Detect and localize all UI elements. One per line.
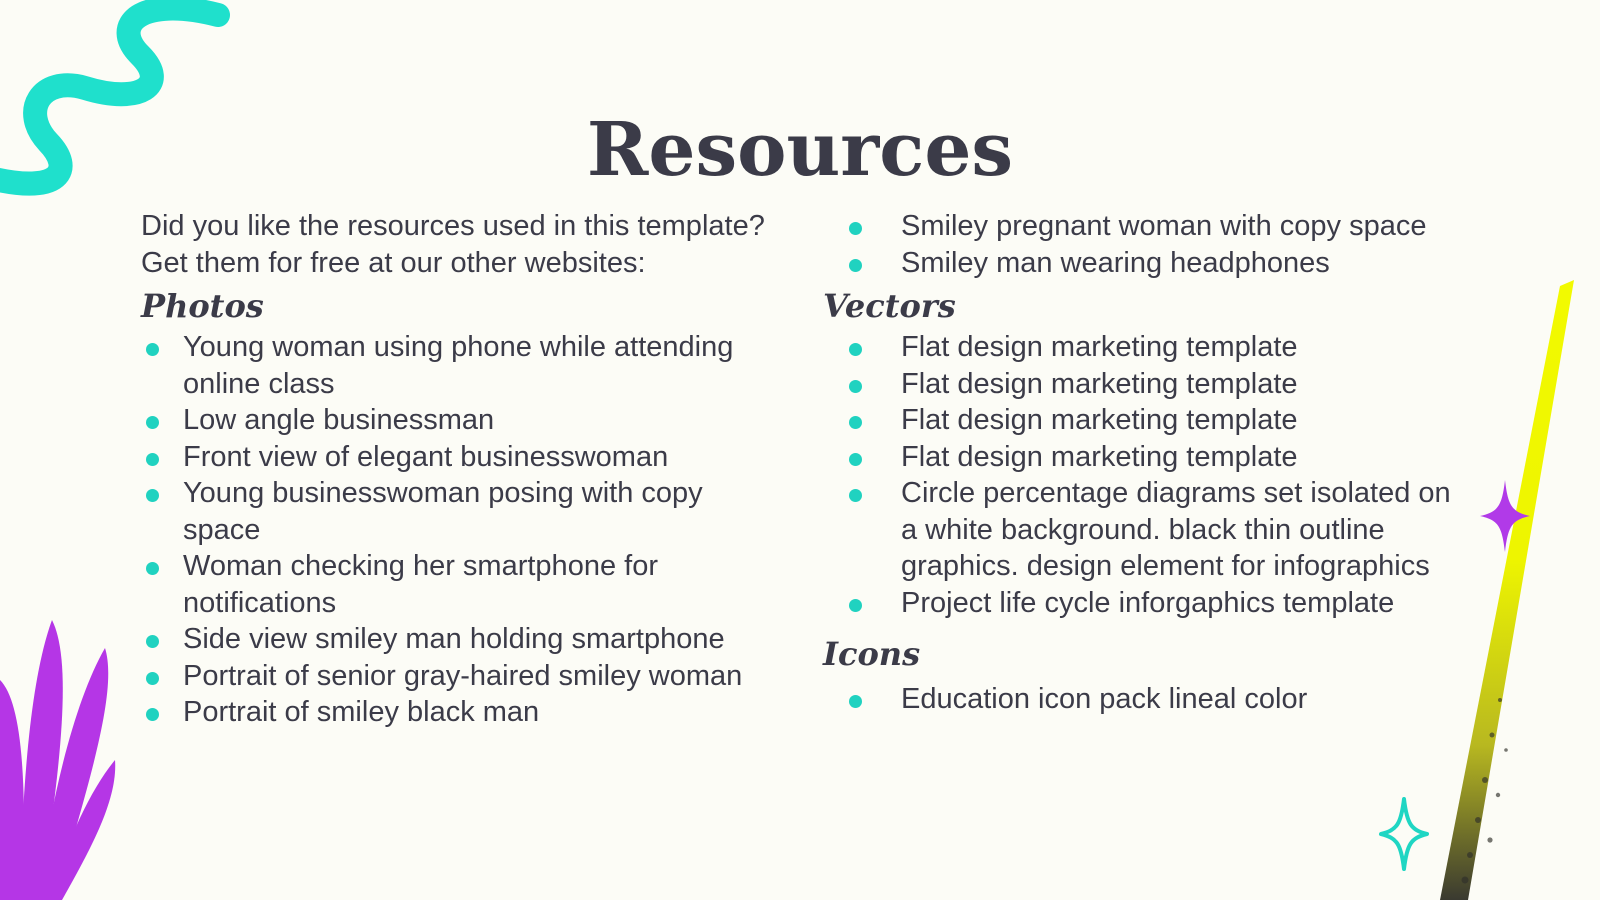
list-item: Smiley pregnant woman with copy space	[823, 208, 1463, 245]
list-item: Smiley man wearing headphones	[823, 245, 1463, 282]
list-item: Flat design marketing template	[823, 366, 1463, 403]
icons-heading: Icons	[823, 635, 921, 673]
list-item: Woman checking her smartphone for notifications	[141, 548, 781, 621]
list-item: Project life cycle inforgaphics template	[823, 585, 1463, 622]
intro-line-1: Did you like the resources used in this template?	[141, 210, 765, 242]
list-item: Side view smiley man holding smartphone	[141, 621, 781, 658]
page-title: Resources	[586, 107, 1014, 193]
photos-heading: Photos	[141, 287, 264, 325]
list-item: Flat design marketing template	[823, 402, 1463, 439]
list-item: Portrait of senior gray-haired smiley woman	[141, 658, 781, 695]
icons-list	[823, 681, 1463, 718]
right-column	[823, 208, 1463, 718]
list-item: Young woman using phone while attending online class	[141, 329, 781, 402]
vectors-list	[823, 329, 1463, 621]
list-item: Flat design marketing template	[823, 329, 1463, 366]
list-item: Portrait of smiley black man	[141, 694, 781, 731]
photos-list	[141, 329, 781, 731]
vectors-heading: Vectors	[823, 287, 956, 325]
left-column	[141, 208, 781, 731]
yellow-brush-stroke-decoration	[1440, 280, 1600, 900]
photos-list-continued	[823, 208, 1463, 281]
intro-line-2: Get them for free at our other websites:	[141, 246, 646, 279]
list-item: Flat design marketing template	[823, 439, 1463, 476]
list-item: Circle percentage diagrams set isolated on a white background. black thin outline graphics. design element for infographics	[823, 475, 1463, 585]
purple-plant-decoration	[0, 620, 130, 900]
sparkle-icon-purple	[1480, 480, 1530, 552]
list-item: Young businesswoman posing with copy space	[141, 475, 781, 548]
list-item: Front view of elegant businesswoman	[141, 439, 781, 476]
intro-text	[141, 208, 781, 281]
list-item: Education icon pack lineal color	[823, 681, 1463, 718]
list-item: Low angle businessman	[141, 402, 781, 439]
sparkle-icon-teal	[1378, 796, 1430, 872]
